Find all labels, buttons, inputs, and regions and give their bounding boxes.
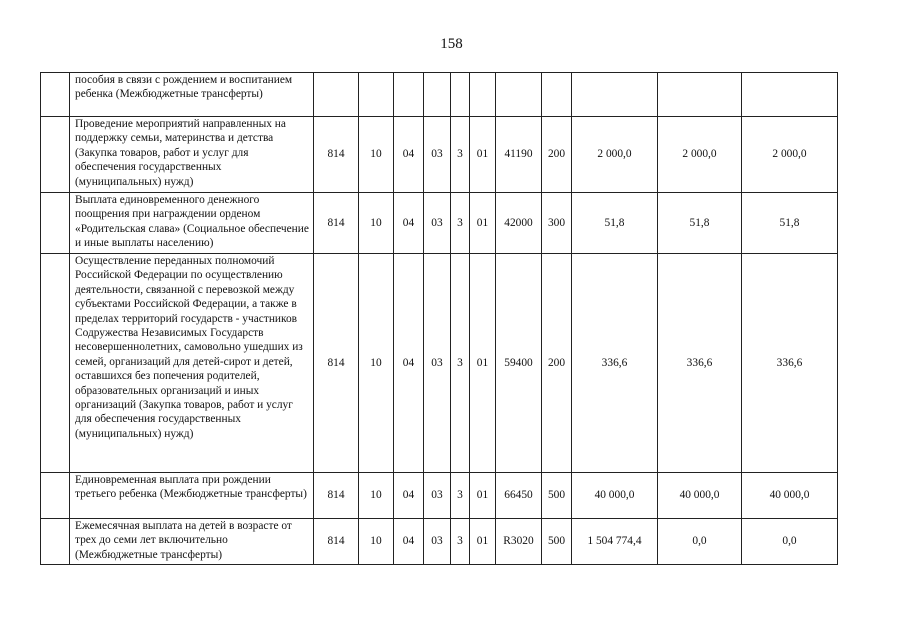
page-number: 158 [440,36,463,52]
row-number-cell [41,193,70,254]
expense-type-cell: 300 [542,193,572,254]
main-activity-cell: 01 [470,254,496,473]
budget-table [40,72,838,565]
amount-year1-cell [572,73,658,117]
expense-type-cell [542,73,572,117]
row-number-cell [41,473,70,519]
row-number-cell [41,117,70,193]
ministry-code-cell: 814 [314,473,359,519]
amount-year3-cell: 0,0 [742,519,838,565]
ministry-code-cell: 814 [314,254,359,473]
description-cell: Выплата единовременного денежного поощрения при награждении орденом «Родительская слава» (Социальное обеспечение и иные выплаты населению) [70,193,314,254]
table-row [41,117,838,193]
direction-cell: 41190 [496,117,542,193]
subsection-cell: 04 [394,254,424,473]
amount-year2-cell: 40 000,0 [658,473,742,519]
subprogram-cell [451,73,470,117]
subprogram-cell: 3 [451,117,470,193]
direction-cell [496,73,542,117]
section-cell: 10 [359,519,394,565]
ministry-code-cell [314,73,359,117]
table-row [41,473,838,519]
program-cell: 03 [424,117,451,193]
program-cell: 03 [424,519,451,565]
amount-year2-cell: 51,8 [658,193,742,254]
amount-year3-cell: 2 000,0 [742,117,838,193]
program-cell [424,73,451,117]
row-number-cell [41,254,70,473]
table-row [41,73,838,117]
amount-year1-cell: 1 504 774,4 [572,519,658,565]
amount-year1-cell: 51,8 [572,193,658,254]
direction-cell: 42000 [496,193,542,254]
main-activity-cell: 01 [470,117,496,193]
expense-type-cell: 200 [542,117,572,193]
subprogram-cell: 3 [451,473,470,519]
row-number-cell [41,519,70,565]
description-cell: пособия в связи с рождением и воспитанием ребенка (Межбюджетные трансферты) [70,73,314,117]
subprogram-cell: 3 [451,193,470,254]
amount-year2-cell [658,73,742,117]
section-cell: 10 [359,473,394,519]
table-body [41,73,838,565]
amount-year1-cell: 2 000,0 [572,117,658,193]
amount-year1-cell: 336,6 [572,254,658,473]
section-cell: 10 [359,193,394,254]
description-cell: Единовременная выплата при рождении третьего ребенка (Межбюджетные трансферты) [70,473,314,519]
description-cell: Проведение мероприятий направленных на поддержку семьи, материнства и детства (Закупка товаров, работ и услуг для обеспечения государственных (муниципальных) нужд) [70,117,314,193]
subprogram-cell: 3 [451,519,470,565]
table-row [41,254,838,473]
table-row [41,519,838,565]
expense-type-cell: 500 [542,473,572,519]
amount-year2-cell: 2 000,0 [658,117,742,193]
direction-cell: R3020 [496,519,542,565]
subsection-cell: 04 [394,519,424,565]
subsection-cell [394,73,424,117]
ministry-code-cell: 814 [314,519,359,565]
main-activity-cell: 01 [470,193,496,254]
row-number-cell [41,73,70,117]
amount-year3-cell: 51,8 [742,193,838,254]
main-activity-cell [470,73,496,117]
expense-type-cell: 200 [542,254,572,473]
amount-year3-cell [742,73,838,117]
ministry-code-cell: 814 [314,193,359,254]
amount-year3-cell: 336,6 [742,254,838,473]
amount-year2-cell: 0,0 [658,519,742,565]
section-cell: 10 [359,117,394,193]
main-activity-cell: 01 [470,519,496,565]
program-cell: 03 [424,193,451,254]
direction-cell: 66450 [496,473,542,519]
section-cell: 10 [359,254,394,473]
amount-year2-cell: 336,6 [658,254,742,473]
direction-cell: 59400 [496,254,542,473]
amount-year3-cell: 40 000,0 [742,473,838,519]
subsection-cell: 04 [394,193,424,254]
table-row [41,193,838,254]
program-cell: 03 [424,254,451,473]
expense-type-cell: 500 [542,519,572,565]
subsection-cell: 04 [394,117,424,193]
subprogram-cell: 3 [451,254,470,473]
program-cell: 03 [424,473,451,519]
ministry-code-cell: 814 [314,117,359,193]
description-cell: Осуществление переданных полномочий Российской Федерации по осуществлению деятельности, связанной с перевозкой между субъектами Российской Федерации, а также в пределах территорий государств - участников Содружества Независимых Государств несовершеннолетних, самовольно ушедших из семей, организаций для детей-сирот и детей, оставшихся без попечения родителей, образовательных организаций и иных организаций (Закупка товаров, работ и услуг для обеспечения государственных (муниципальных) нужд) [70,254,314,473]
amount-year1-cell: 40 000,0 [572,473,658,519]
section-cell [359,73,394,117]
subsection-cell: 04 [394,473,424,519]
main-activity-cell: 01 [470,473,496,519]
description-cell: Ежемесячная выплата на детей в возрасте от трех до семи лет включительно (Межбюджетные трансферты) [70,519,314,565]
